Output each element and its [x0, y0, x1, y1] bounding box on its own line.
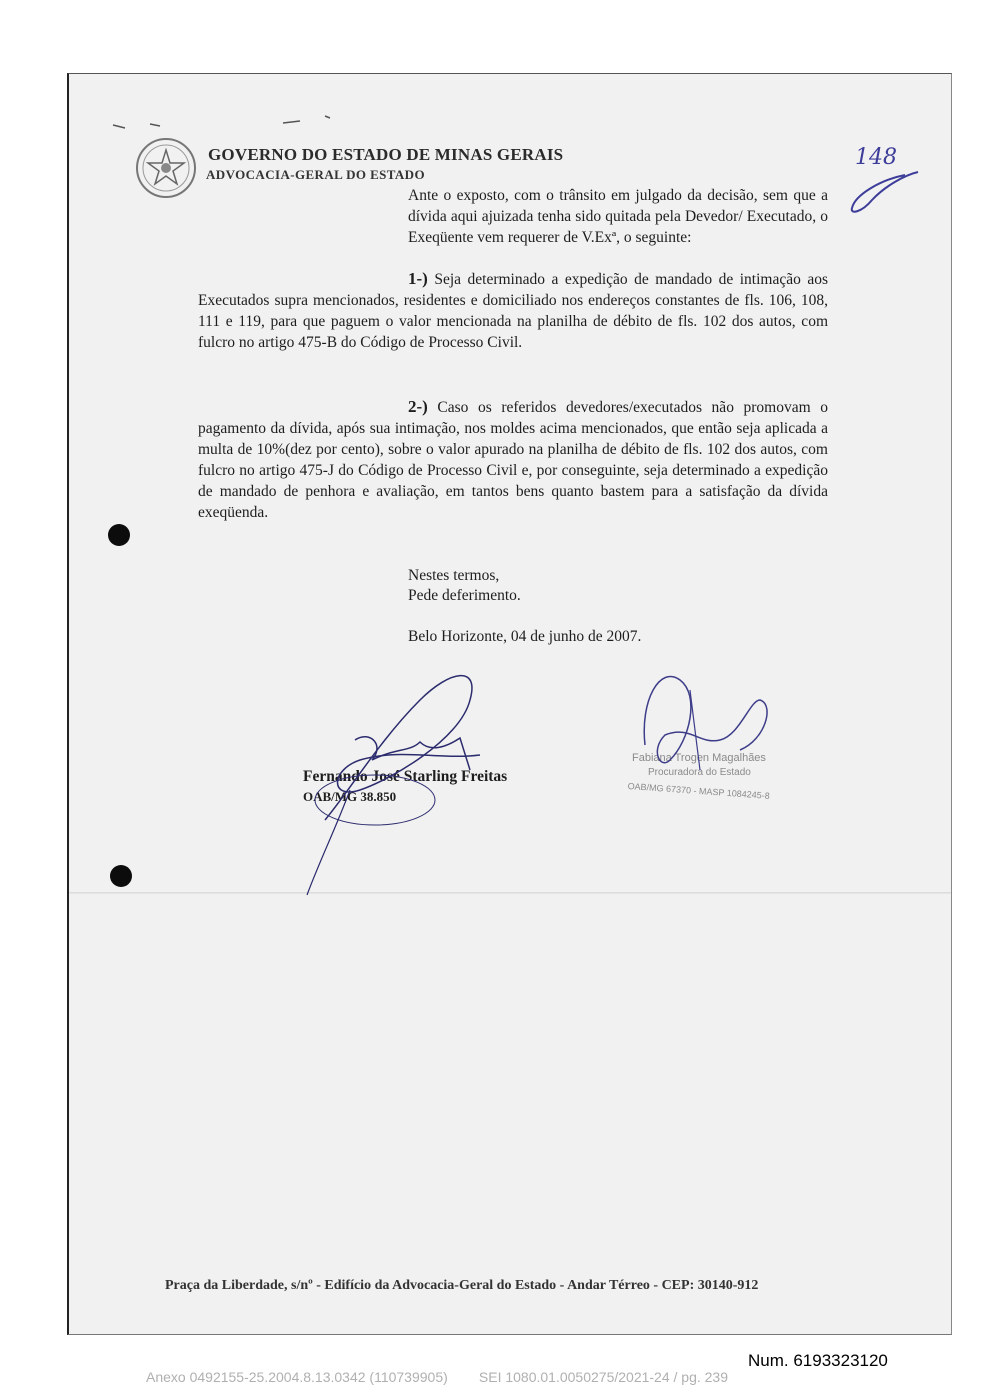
punch-hole-top — [108, 524, 130, 546]
item-2-text: Caso os referidos devedores/executados não promovam o pagamento da dívida, após sua intimação, nos moldes acima mencionados, que então seja aplicada a multa de 10%(dez por cento), sobre o valor apurado na planilha de débito de fls. 102 dos autos, com fulcro no artigo 475-J do Código de Processo Civil e, por conseguinte, seja determinado a expedição de mandado de penhora e avaliação, em tantos bens quanto bastem para a satisfação da dívida exeqüenda. — [198, 399, 828, 521]
footer-address: Praça da Liberdade, s/nº - Edifício da Advocacia-Geral do Estado - Andar Térreo - CEP: 30140-912 — [165, 1278, 759, 1293]
handwritten-page-number: 148 — [855, 145, 897, 170]
right-signature-line — [690, 690, 700, 770]
stamp-role: Procuradora do Estado — [648, 767, 751, 778]
left-signature-stroke — [325, 676, 480, 820]
punch-hole-bottom — [110, 865, 132, 887]
annex-reference: Anexo 0492155-25.2004.8.13.0342 (110739905) SEI 1080.01.0050275/2021-24 / pg. 239 — [146, 1369, 728, 1385]
right-signature-stroke — [644, 676, 767, 762]
left-signature-loop — [315, 775, 435, 825]
scan-marks — [113, 116, 330, 128]
government-title: GOVERNO DO ESTADO DE MINAS GERAIS — [208, 145, 564, 164]
stamp-id: OAB/MG 67370 - MASP 1084245-8 — [627, 781, 771, 801]
signer-name: Fernando José Starling Freitas — [303, 768, 508, 785]
left-signature-stroke-2 — [355, 737, 470, 770]
agency-subtitle: ADVOCACIA-GERAL DO ESTADO — [206, 167, 425, 182]
document-number: Num. 6193323120 — [748, 1351, 888, 1370]
closing-line-1: Nestes termos, — [408, 567, 500, 584]
left-signature-tail — [307, 790, 350, 895]
item-1-text: Seja determinado a expedição de mandado de intimação aos Executados supra mencionados, residentes e domiciliado nos endereços constantes de fls. 106, 108, 111 e 119, para que paguem o valor mencionada na planilha de débito de fls. 102 dos autos, com fulcro no artigo 475-B do Código de Processo Civil. — [198, 271, 828, 351]
item-2-label: 2-) — [408, 397, 428, 416]
rubric-scribble — [852, 172, 918, 212]
closing-line-2: Pede deferimento. — [408, 587, 521, 604]
place-date: Belo Horizonte, 04 de junho de 2007. — [408, 628, 642, 645]
stamp-name: Fabiana Trogen Magalhães — [632, 752, 766, 764]
intro-text: Ante o exposto, com o trânsito em julgado da decisão, sem que a dívida aqui ajuizada tenha sido quitada pela Devedor/ Executado, o Exeqüente vem requerer de V.Exª, o seguinte: — [408, 187, 828, 246]
item-1-label: 1-) — [408, 269, 428, 288]
signer-oab: OAB/MG 38.850 — [303, 789, 397, 804]
